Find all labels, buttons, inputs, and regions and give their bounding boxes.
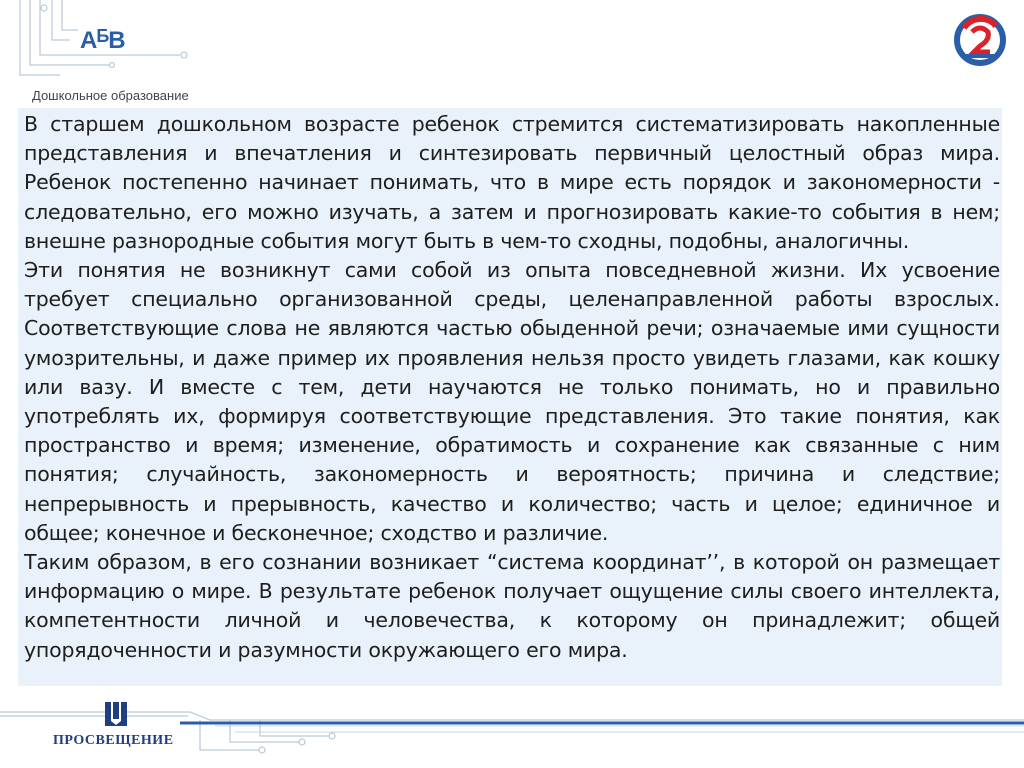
abv-logo: $А^БВ$ [80, 26, 125, 54]
paragraph-1: В старшем дошкольном возрасте ребенок стремится систематизировать накопленные представления и впечатления и синтезировать первичный целостный образ мира. Ребенок постепенно начинает понимать, что в мире есть порядок и закономерности - следовательно, его можно изучать, а затем и прогнозировать какие-то события в нем; внешне разнородные события могут быть в чем-то сходны, подобны, аналогичны. [24, 112, 1000, 253]
paragraph-3: Таким образом, в его сознании возникает “система координат’’, в которой он размещает информацию о мире. В результате ребенок получает ощущение силы своего интеллекта, компетентности личной и человечества, к которому он принадлежит; общей упорядоченности и разумности окружающего его мира. [24, 550, 1000, 662]
publisher-name: ПРОСВЕЩЕНИЕ [53, 733, 174, 748]
prosveshchenie-book-icon [104, 701, 128, 727]
paragraph-2: Эти понятия не возникнут сами собой из опыта повседневной жизни. Их усвоение требует специально организованной среды, целенаправленной работы взрослых. Соответствующие слова не являются частью обыденной речи; означаемые ими сущности умозрительны, и даже пример их проявления нельзя просто увидеть глазами, как кошку или вазу. И вместе с тем, дети научаются не только понимать, но и правильно употреблять их, формируя соответствующие представления. Это такие понятия, как пространство и время; изменение, обратимость и сохранение как связанные с ним понятия; случайность, закономерность и вероятность; причина и следствие; непрерывность и прерывность, качество и количество; часть и целое; единичное и общее; конечное и бесконечное; сходство и различие. [24, 258, 1000, 545]
section-subtitle: Дошкольное образование [32, 88, 189, 103]
emblem-logo-icon [952, 12, 1012, 70]
footer-lines-decoration [0, 690, 1024, 768]
body-text [24, 110, 1000, 665]
